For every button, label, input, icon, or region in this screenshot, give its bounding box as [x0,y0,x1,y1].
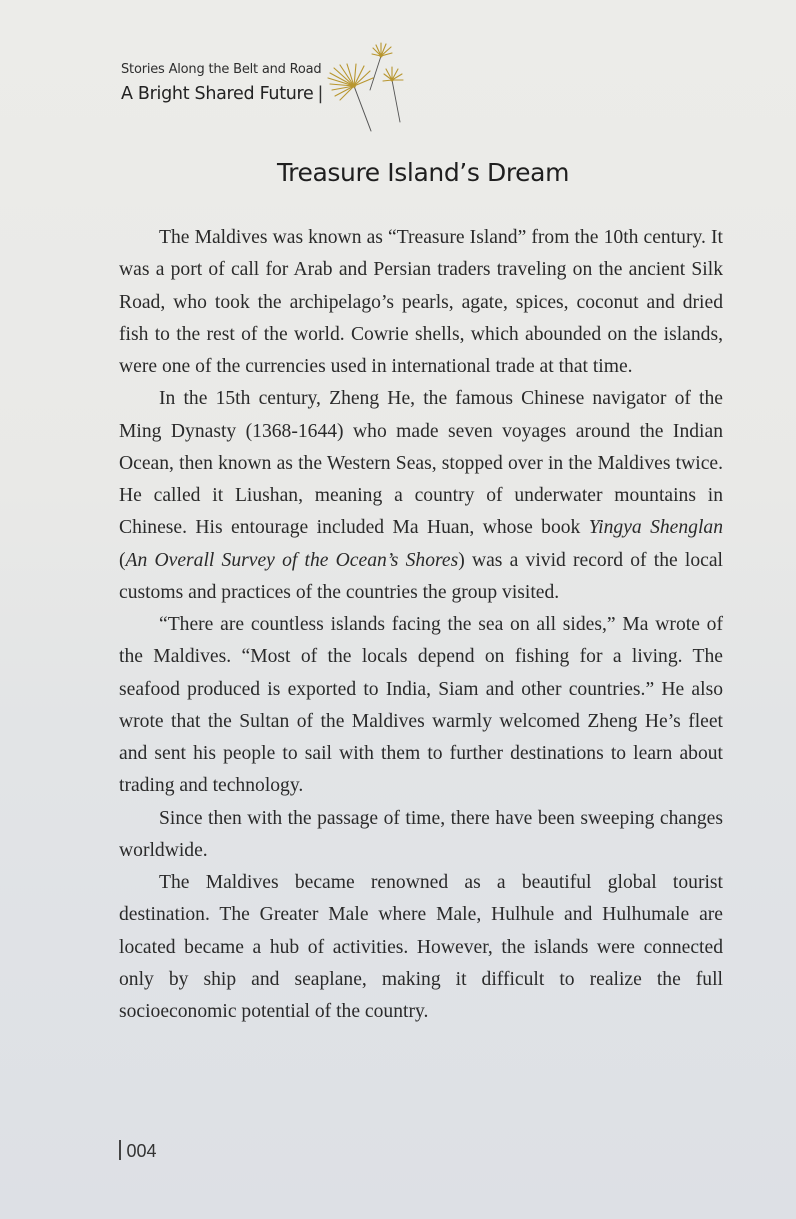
book-title [121,84,323,104]
chapter-title: Treasure Island’s Dream [276,158,570,187]
paragraph-text: ) was a vivid record of the local customs and practices of the countries the group visited. [119,549,723,603]
body-text [119,222,723,1028]
paragraph: “There are countless islands facing the sea on all sides,” Ma wrote of the Maldives. “Most of the locals depend on fishing for a living. The seafood produced is exported to India, Siam and other countries.” He also wrote that the Sultan of the Maldives warmly welcomed Zheng He’s fleet and sent his people to sail with them to further destinations to learn about trading and technology. [119,614,723,797]
title-separator: | [317,84,324,104]
book-title-italic: Yingya Shenglan [588,517,723,539]
paragraph: The Maldives became renowned as a beautiful global tourist destination. The Greater Male where Male, Hulhule and Hulhumale are located became a hub of activities. However, the islands were connected only by ship and seaplane, making it difficult to realize the full socioeconomic potential of the country. [119,872,723,1022]
book-title-text: A Bright Shared Future [121,84,314,104]
running-header [121,60,421,120]
paragraph-text: ( [119,549,126,571]
series-title: Stories Along the Belt and Road [121,62,322,77]
page-number-text: 004 [126,1141,157,1161]
page-number [119,1140,157,1162]
paragraph: Since then with the passage of time, there have been sweeping changes worldwide. [119,807,723,861]
dandelion-icon [326,38,416,133]
paragraph-text: In the 15th century, Zheng He, the famous Chinese navigator of the Ming Dynasty (1368-1644) who made seven voyages around the Indian Ocean, then known as the Western Seas, stopped over in the Maldives twice. He called it Liushan, meaning a country of underwater mountains in Chinese. His entourage included Ma Huan, whose book [119,388,723,539]
paragraph [119,383,723,609]
book-subtitle-italic: An Overall Survey of the Ocean’s Shores [125,549,459,571]
paragraph: The Maldives was known as “Treasure Island” from the 10th century. It was a port of call for Arab and Persian traders traveling on the ancient Silk Road, who took the archipelago’s pearls, agate, spices, coconut and dried fish to the rest of the world. Cowrie shells, which abounded on the islands, were one of the currencies used in international trade at that time. [119,227,723,377]
folio-rule [119,1140,121,1160]
